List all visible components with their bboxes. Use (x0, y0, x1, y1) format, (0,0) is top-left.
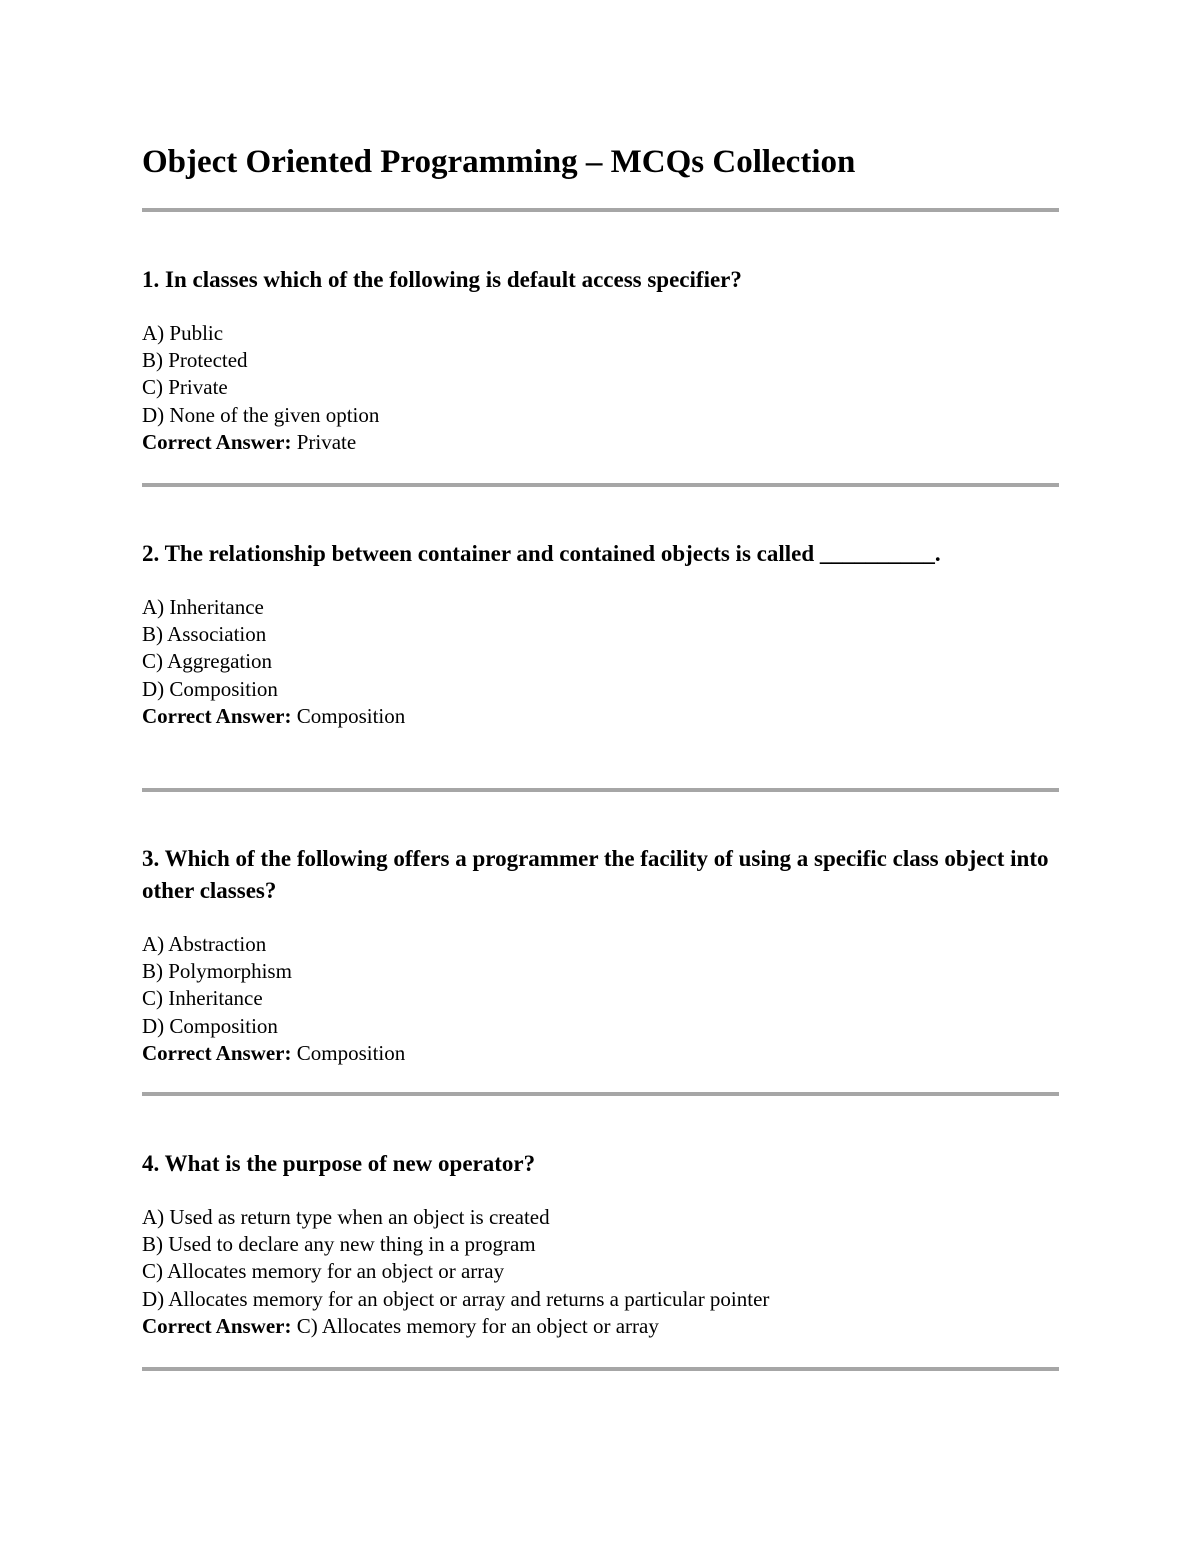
correct-answer-value: Private (296, 429, 357, 454)
correct-answer (142, 1040, 1059, 1067)
correct-answer (142, 429, 1059, 456)
question-text: 1. In classes which of the following is default access specifier? (142, 267, 742, 292)
question-text: 2. The relationship between container and contained objects is called __________. (142, 541, 941, 566)
option-d: D) Composition (142, 676, 278, 701)
correct-answer-value: Composition (296, 1040, 406, 1065)
question-divider (142, 483, 1059, 487)
document-title: Object Oriented Programming – MCQs Collection (142, 144, 856, 180)
option-list (142, 594, 1059, 703)
option-d: D) None of the given option (142, 402, 380, 427)
correct-answer-label: Correct Answer: (142, 1040, 292, 1065)
question-2 (142, 538, 1059, 730)
option-c: C) Inheritance (142, 986, 263, 1011)
question-divider (142, 788, 1059, 792)
question-divider (142, 1367, 1059, 1371)
option-b: B) Association (142, 622, 267, 647)
option-d: D) Composition (142, 1013, 278, 1038)
correct-answer (142, 703, 1059, 730)
option-a: A) Inheritance (142, 595, 264, 619)
correct-answer (142, 1313, 1059, 1340)
question-text: 4. What is the purpose of new operator? (142, 1151, 536, 1176)
question-1 (142, 264, 1059, 456)
option-a: A) Public (142, 321, 224, 345)
correct-answer-label: Correct Answer: (142, 1313, 292, 1338)
option-b: B) Polymorphism (142, 959, 292, 984)
title-divider (142, 208, 1059, 212)
option-list (142, 931, 1059, 1040)
question-text: 3. Which of the following offers a programmer the facility of using a specific class object into other classes? (142, 846, 1049, 903)
option-c: C) Aggregation (142, 649, 273, 674)
correct-answer-label: Correct Answer: (142, 703, 292, 728)
option-b: B) Used to declare any new thing in a program (142, 1232, 536, 1257)
option-a: A) Abstraction (142, 932, 267, 956)
option-list (142, 320, 1059, 429)
question-divider (142, 1092, 1059, 1096)
option-b: B) Protected (142, 348, 248, 373)
option-d: D) Allocates memory for an object or array and returns a particular pointer (142, 1286, 770, 1311)
correct-answer-value: Composition (296, 703, 406, 728)
option-list (142, 1204, 1059, 1313)
correct-answer-value: C) Allocates memory for an object or array (296, 1313, 659, 1338)
option-c: C) Private (142, 375, 228, 400)
question-3 (142, 843, 1059, 1067)
question-4 (142, 1148, 1059, 1340)
option-c: C) Allocates memory for an object or array (142, 1259, 505, 1284)
correct-answer-label: Correct Answer: (142, 429, 292, 454)
option-a: A) Used as return type when an object is created (142, 1205, 550, 1229)
